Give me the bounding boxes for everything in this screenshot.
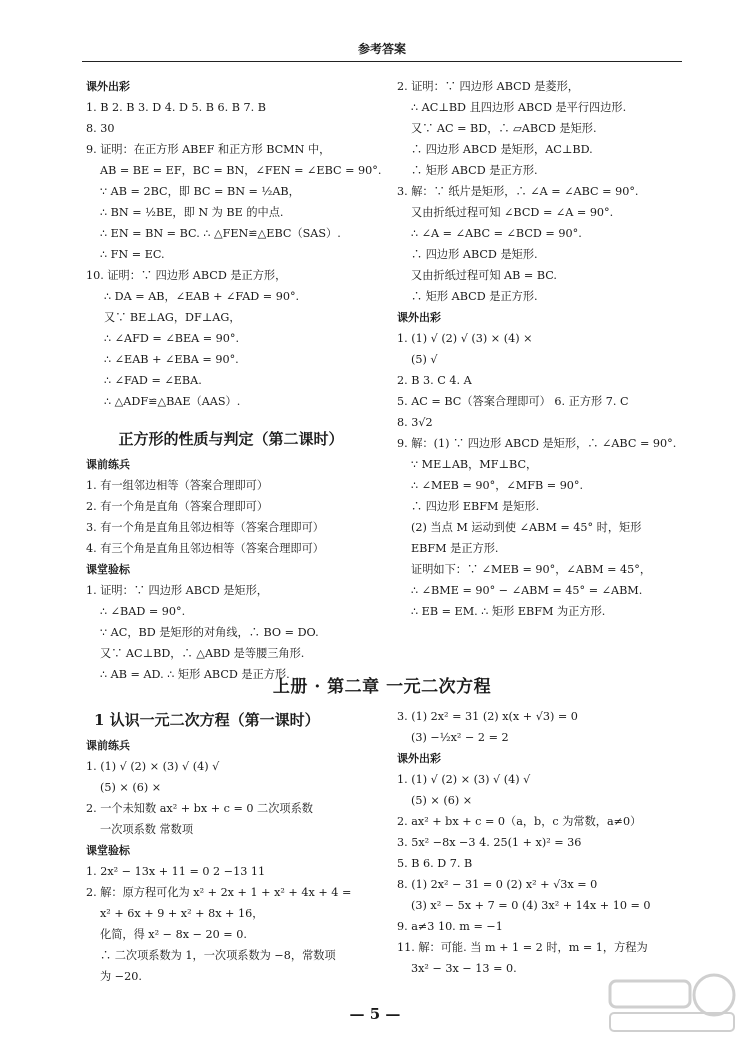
answer-line: 3x² − 3x − 13 = 0. [411, 962, 517, 975]
answer-line: ∴ ∠A = ∠ABC = ∠BCD = 90°. [411, 227, 582, 240]
header-rule [82, 61, 682, 62]
answer-line: ∴ △ADF≌△BAE（AAS）. [104, 395, 241, 408]
lesson-title: 1 认识一元二次方程（第一课时） [94, 711, 320, 729]
answer-line: ∵ ME⊥AB，MF⊥BC， [411, 458, 538, 471]
answer-line: 一次项系数 常数项 [100, 823, 194, 836]
answer-line: EBFM 是正方形. [411, 542, 499, 555]
answer-line: 1. B 2. B 3. D 4. D 5. B 6. B 7. B [86, 101, 266, 114]
answer-line: 2. ax² + bx + c = 0（a，b，c 为常数，a≠0） [397, 815, 642, 828]
answer-line: (5) √ [411, 353, 438, 366]
answer-line: 3. (1) 2x² = 31 (2) x(x + √3) = 0 [397, 710, 578, 723]
answer-line: 证明如下：∵ ∠MEB = 90°，∠ABM = 45°， [411, 563, 652, 576]
answer-line: ∴ AC⊥BD 且四边形 ABCD 是平行四边形. [411, 101, 627, 114]
answer-line: ∴ ∠FAD = ∠EBA. [104, 374, 202, 387]
answer-line: ∴ ∠BAD = 90°. [100, 605, 186, 618]
answer-line: 2. 证明：∵ 四边形 ABCD 是菱形， [397, 80, 579, 93]
answer-line: ∴ 二次项系数为 1，一次项系数为 −8，常数项 [100, 949, 336, 962]
answer-line: 8. (1) 2x² − 31 = 0 (2) x² + √3x = 0 [397, 878, 598, 891]
answer-line: ∴ ∠MEB = 90°，∠MFB = 90°. [411, 479, 584, 492]
answer-line: (5) × (6) × [411, 794, 473, 807]
section-label: 课前练兵 [86, 458, 130, 471]
answer-line: 1. 2x² − 13x + 11 = 0 2 −13 11 [86, 865, 266, 878]
watermark-logo-icon [602, 967, 742, 1037]
answer-line: 9. a≠3 10. m = −1 [397, 920, 503, 933]
answer-line: (5) × (6) × [100, 781, 162, 794]
section-title: 正方形的性质与判定（第二课时） [118, 430, 344, 448]
section-label: 课外出彩 [397, 752, 441, 765]
answer-line: (3) −½x² − 2 = 2 [411, 731, 509, 744]
answer-line: ∴ ∠AFD = ∠BEA = 90°. [104, 332, 240, 345]
page-number: — 5 — [349, 1005, 401, 1023]
chapter-title: 上册 · 第二章 一元二次方程 [272, 677, 492, 697]
answer-line: 1. (1) √ (2) × (3) √ (4) √ [86, 760, 220, 773]
answer-line: 又∵ BE⊥AG，DF⊥AG， [104, 311, 241, 324]
answer-line: 为 −20. [100, 970, 142, 983]
answer-line: 1. (1) √ (2) × (3) √ (4) √ [397, 773, 531, 786]
answer-line: ∴ 四边形 EBFM 是矩形. [411, 500, 540, 513]
answer-line: 又∵ AC = BD，∴ ▱ABCD 是矩形. [411, 122, 597, 135]
answer-line: 3. 有一个角是直角且邻边相等（答案合理即可） [86, 521, 324, 534]
answer-line: ∴ EB = EM. ∴ 矩形 EBFM 为正方形. [411, 605, 606, 618]
right-column-bottom [397, 706, 687, 979]
answer-line: 4. 有三个角是直角且邻边相等（答案合理即可） [86, 542, 324, 555]
section-label: 课堂验标 [86, 844, 130, 857]
answer-line: 9. 证明：在正方形 ABEF 和正方形 BCMN 中， [86, 143, 331, 156]
answer-line: (2) 当点 M 运动到使 ∠ABM = 45° 时，矩形 [411, 521, 642, 534]
left-column-bottom [86, 703, 376, 987]
answer-line: AB = BE = EF，BC = BN，∠FEN = ∠EBC = 90°. [100, 164, 382, 177]
section-label: 课外出彩 [397, 311, 441, 324]
answer-line: ∴ ∠EAB + ∠EBA = 90°. [104, 353, 239, 366]
answer-line: 2. 一个未知数 ax² + bx + c = 0 二次项系数 [86, 802, 313, 815]
answer-line: ∴ FN = EC. [100, 248, 165, 261]
answer-line: 8. 3√2 [397, 416, 433, 429]
answer-line: ∵ AB = 2BC，即 BC = BN = ½AB， [100, 185, 300, 198]
left-bottom-lines [86, 735, 376, 987]
right-column-top [397, 76, 687, 622]
answer-line: 3. 解：∵ 纸片是矩形，∴ ∠A = ∠ABC = 90°. [397, 185, 639, 198]
answer-line: 11. 解：可能. 当 m + 1 = 2 时，m = 1，方程为 [397, 941, 648, 954]
answer-line: ∵ AC，BD 是矩形的对角线，∴ BO = DO. [100, 626, 319, 639]
answer-line: 又由折纸过程可知 ∠BCD = ∠A = 90°. [411, 206, 614, 219]
answer-line: ∴ ∠BME = 90° − ∠ABM = 45° = ∠ABM. [411, 584, 643, 597]
answer-line: ∴ EN = BN = BC. ∴ △FEN≌△EBC（SAS）. [100, 227, 341, 240]
answer-line: 1. 有一组邻边相等（答案合理即可） [86, 479, 269, 492]
answer-line: 9. 解：(1) ∵ 四边形 ABCD 是矩形，∴ ∠ABC = 90°. [397, 437, 677, 450]
answer-line: ∴ AB = AD. ∴ 矩形 ABCD 是正方形. [100, 668, 290, 681]
answer-line: 化简，得 x² − 8x − 20 = 0. [100, 928, 247, 941]
answer-line: 又∵ AC⊥BD，∴ △ABD 是等腰三角形. [100, 647, 305, 660]
answer-line: x² + 6x + 9 + x² + 8x + 16， [100, 907, 264, 920]
answer-line: ∴ DA = AB，∠EAB + ∠FAD = 90°. [104, 290, 300, 303]
answer-line: ∴ 矩形 ABCD 是正方形. [411, 164, 538, 177]
page-header: 参考答案 [357, 42, 406, 56]
section-label: 课外出彩 [86, 80, 130, 93]
section-label: 课堂验标 [86, 563, 130, 576]
answer-line: 3. 5x² −8x −3 4. 25(1 + x)² = 36 [397, 836, 582, 849]
answer-line: 10. 证明：∵ 四边形 ABCD 是正方形， [86, 269, 287, 282]
left-column-middle [86, 422, 376, 685]
answer-line: 8. 30 [86, 122, 115, 135]
answer-line: 1. (1) √ (2) √ (3) × (4) × [397, 332, 533, 345]
answer-line: 又由折纸过程可知 AB = BC. [411, 269, 557, 282]
answer-line: ∴ 四边形 ABCD 是矩形，AC⊥BD. [411, 143, 593, 156]
answer-line: ∴ BN = ½BE，即 N 为 BE 的中点. [100, 206, 284, 219]
answer-line: 2. 有一个角是直角（答案合理即可） [86, 500, 269, 513]
left-column-top [86, 76, 382, 412]
answer-line: 5. AC = BC（答案合理即可） 6. 正方形 7. C [397, 395, 629, 408]
answer-line: ∴ 四边形 ABCD 是矩形. [411, 248, 538, 261]
answer-line: 2. 解：原方程可化为 x² + 2x + 1 + x² + 4x + 4 = [86, 886, 352, 899]
section-label: 课前练兵 [86, 739, 130, 752]
answer-line: (3) x² − 5x + 7 = 0 (4) 3x² + 14x + 10 = 0 [411, 899, 651, 912]
answer-line: 1. 证明：∵ 四边形 ABCD 是矩形， [86, 584, 268, 597]
answer-line: 2. B 3. C 4. A [397, 374, 472, 387]
answer-line: 5. B 6. D 7. B [397, 857, 473, 870]
left-middle-lines [86, 454, 376, 685]
answer-line: ∴ 矩形 ABCD 是正方形. [411, 290, 538, 303]
